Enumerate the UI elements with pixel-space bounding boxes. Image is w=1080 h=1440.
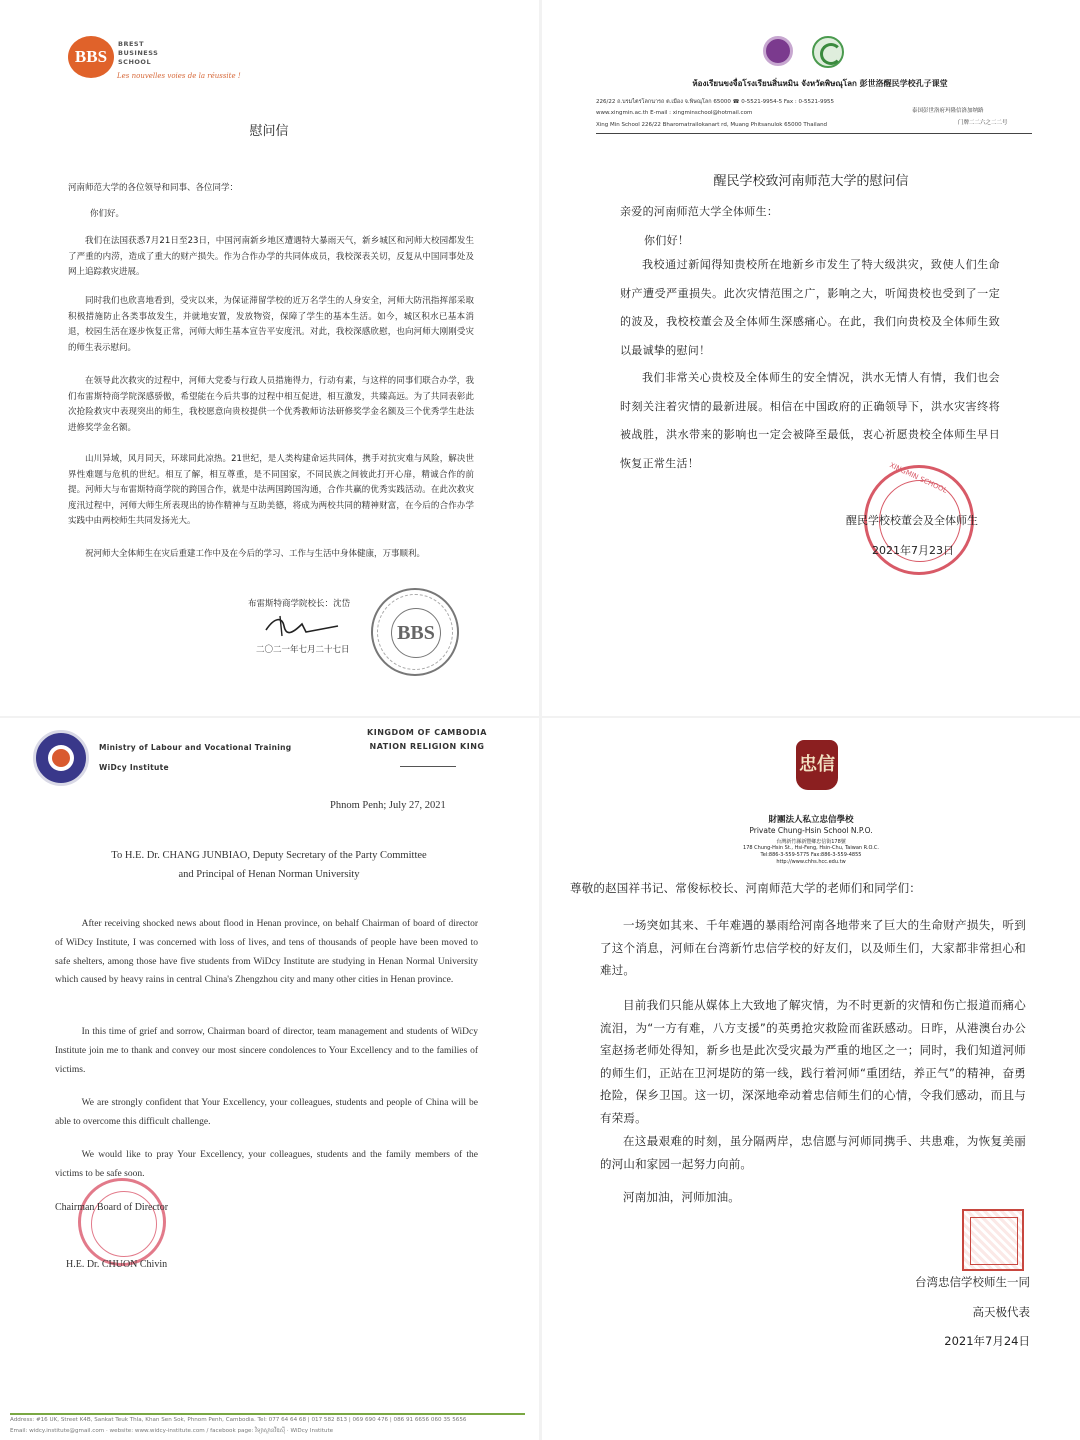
letter3-footer-contact: Email: widcy.institute@gmail.com · website: www.widcy-institute.com / facebook page: វិទ្យាស្ថានវីឌស៊ី · WiDcy Institute: [10, 1428, 334, 1434]
kingdom-header: [364, 726, 490, 754]
letter3-paragraph: We are strongly confident that Your Excellency, your colleagues, students and people of China will be able to overcome this difficult challenge.: [55, 1098, 478, 1127]
handwritten-signature: [262, 612, 342, 638]
letter2-title: 醒民学校致河南师范大学的慰问信: [713, 174, 909, 189]
school-name-zh: 財團法人私立忠信學校: [768, 815, 854, 825]
letter3-recipient: [0, 846, 538, 884]
bbs-name-line: BUSINESS: [118, 49, 159, 57]
letter1-paragraph: 在领导此次救灾的过程中，河师大党委与行政人员措施得力，行动有素，与这样的同事们联合办学，我们布雷斯特商学院深感骄傲，希望能在今后共事的过程中相互促进，相互激发，共臻高远。为了共同表彰此次抢险救灾中表现突出的师生，我校愿意向贵校提供一个优秀教师访法研修奖学金名额及三个优秀学生赴法进修奖学金名额。: [68, 376, 474, 433]
stamp-inner-ring: [91, 1191, 157, 1257]
letter2-contact-line: www.xingmin.ac.th E-mail : xingminschool@hotmail.com: [596, 110, 753, 116]
bbs-school-name: [118, 40, 178, 67]
letter1-title: 慰问信: [249, 124, 289, 139]
logo-text: 忠信: [799, 754, 835, 775]
confucius-classroom-logo-icon: [812, 36, 844, 68]
bbs-slogan: Les nouvelles voies de la réussite !: [117, 72, 241, 80]
letter2-address-line: 226/22 ถ.บรมไตรโลกนารถ ต.เมือง จ.พิษณุโลก 65000 ☎ 0-5521-9954-5 Fax : 0-5521-9955: [596, 99, 834, 105]
header-divider: [596, 133, 1032, 134]
page-divider-horizontal: [0, 716, 1080, 718]
institute-name: WiDcy Institute: [99, 763, 169, 772]
footer-divider: [10, 1413, 525, 1415]
letter4-paragraph: 河南加油，河师加油。: [623, 1190, 740, 1204]
letter4-paragraph: 目前我们只能从媒体上大致地了解灾情，为不时更新的灾情和伤亡报道而痛心流泪，为“一方有难，八方支援”的英勇抢灾救险而雀跃感动。日昨，从港澳台办公室赵扬老师处得知，新乡也是此次受灾最为严重的地区之一；同时，我们知道河师的师生们，正站在卫河堤防的第一线，践行着河师“重团结，养正气”的精神，奋勇抢险，保乡卫国。这一切，深深地牵动着忠信师生们的心情，令我们感动，而且与有荣焉。: [600, 998, 1026, 1125]
ornament-divider: [400, 760, 456, 767]
stamp-text: XINGMIN SCHOOL: [888, 461, 949, 495]
kingdom-line: KINGDOM OF CAMBODIA: [367, 728, 487, 737]
letter4-paragraph: 在这最艰难的时刻，虽分隔两岸，忠信愿与河师同携手、共患难，为恢复美丽的河山和家园一起努力向前。: [600, 1134, 1026, 1171]
stamp-logo: BBS: [391, 608, 441, 658]
xingmin-crest-icon: [763, 36, 793, 66]
letter1-paragraph: 我们在法国获悉7月21日至23日，中国河南新乡地区遭遇特大暴雨天气，新乡城区和河师大校园都发生了严重的内涝，造成了重大的财产损失。作为合作办学的共同体成员，我校深表关切，反复从中国同事处及网上追踪救灾进展。: [68, 236, 474, 277]
chung-hsin-school-logo-icon: [796, 740, 838, 790]
address-en: 178 Chung-Hsin St., Hsi-Feng, Hsin-Chu, Taiwan R.O.C.: [743, 845, 879, 851]
letter1-paragraph: 祝河师大全体师生在灾后重建工作中及在今后的学习、工作与生活中身体健康，万事顺利。: [85, 549, 426, 559]
letter2-address-zh: 门牌二二六之二二号: [958, 120, 1008, 126]
letter1-date: 二〇二一年七月二十七日: [256, 645, 350, 655]
address-zh: 台灣新竹縣新豐鄉忠信街178號: [776, 839, 846, 845]
letter3-paragraph: After receiving shocked news about flood in Henan province, on behalf Chairman of board of director of WiDcy Institute, I was concerned with loss of lives, and tens of thousands of people have been moved to safe shelters, among those have five students from WiDcy Institute are studying in Henan Normal University which caused by heavy rains in central China's Zhengzhou city and many other cities in Henan province.: [55, 919, 478, 986]
letter4-signature: 台湾忠信学校师生一同: [915, 1275, 1030, 1289]
bbs-stamp: [371, 588, 459, 676]
letter3-paragraph: We would like to pray Your Excellency, your colleagues, students and the family members of the victims to be safe soon.: [55, 1150, 478, 1179]
letter2-address-zh: 泰国彭世洛府玛隆信洛加纳路: [912, 108, 984, 114]
widcy-official-stamp: [78, 1178, 166, 1266]
letter2-salutation: 亲爱的河南师范大学全体师生：: [620, 205, 779, 218]
kingdom-motto: NATION RELIGION KING: [369, 742, 485, 751]
bbs-name-line: BREST: [118, 40, 145, 48]
letter2-greeting: 你们好！: [644, 234, 690, 247]
school-name-en: Private Chung-Hsin School N.P.O.: [749, 826, 873, 835]
letter2-address-line: Xing Min School 226/22 Bharomatrailokanart rd, Muang Phitsanulok 65000 Thailand: [596, 122, 828, 128]
bbs-logo: BBS: [68, 36, 114, 78]
letter3-signature-title: Chairman Board of Director: [55, 1202, 169, 1213]
recipient-line: and Principal of Henan Norman University: [178, 869, 360, 880]
letter2-signature: 醒民学校校董会及全体师生: [846, 514, 978, 527]
page-divider-vertical: [539, 0, 542, 1440]
letter3-paragraph: In this time of grief and sorrow, Chairman board of director, team management and students of WiDcy Institute join me to thank and convey our most sincere condolences to Your Excellency and to the families of victims.: [55, 1027, 478, 1075]
recipient-line: To H.E. Dr. CHANG JUNBIAO, Deputy Secretary of the Party Committee: [111, 850, 427, 861]
letter1-paragraph: 同时我们也欣喜地看到，受灾以来，为保证滞留学校的近万名学生的人身安全，河师大防汛指挥部采取积极措施防止各类事故发生，并就地安置，发放物资，保障了学生的基本生活。如今，城区积水已基本消退，校园生活在逐步恢复正常，河师大师生基本宣告平安度汛。对此，我校深感欣慰，也向河师大刚刚受灾的师生表示慰问。: [68, 296, 474, 353]
letter1-greeting: 你们好。: [90, 209, 125, 219]
letter2-header: ห้องเรียนขงจื่อโรงเรียนสิ่นหมิน จังหวัดพิษณุโลก 彭世洛醒民学校孔子课堂: [692, 79, 948, 88]
letter4-paragraph: 一场突如其来、千年难遇的暴雨给河南各地带来了巨大的生命财产损失，听到了这个消息，河师在台湾新竹忠信学校的好友们，以及师生们，大家都非常担心和难过。: [600, 918, 1026, 977]
letter3-signature-name: H.E. Dr. CHUON Chivin: [66, 1259, 168, 1270]
letter2-paragraph: 我校通过新闻得知贵校所在地新乡市发生了特大级洪灾，致使人们生命财产遭受严重损失。此次灾情范围之广，影响之大，听闻贵校也受到了一定的波及，我校校董会及全体师生深感痛心。在此，我们向贵校及全体师生致以最诚挚的慰问！: [620, 258, 1000, 357]
letter4-date: 2021年7月24日: [944, 1334, 1030, 1348]
letter2-paragraph: 我们非常关心贵校及全体师生的安全情况，洪水无情人有情，我们也会时刻关注着灾情的最新进展。相信在中国政府的正确领导下，洪水灾害终将被战胜，洪水带来的影响也一定会被降至最低，衷心祈愿贵校全体师生早日恢复正常生活！: [620, 371, 1000, 470]
ministry-name: Ministry of Labour and Vocational Training: [99, 743, 292, 752]
tel-fax: Tel:886-3-559-5775 Fax:886-3-559-4855: [760, 852, 862, 858]
widcy-institute-logo-icon: [33, 730, 89, 786]
bbs-name-line: SCHOOL: [118, 58, 152, 66]
letter4-representative: 高天极代表: [972, 1305, 1030, 1319]
letter3-date: Phnom Penh; July 27, 2021: [330, 800, 446, 811]
letter1-signature-line: 布雷斯特商学院校长：沈岱: [248, 599, 351, 609]
website: http://www.chhs.hcc.edu.tw: [776, 859, 846, 865]
letter1-paragraph: 山川异域，风月同天，环球同此凉热。21世纪，是人类构建命运共同体，携手对抗灾难与风险，解决世界性难题与危机的世纪。相互了解，相互尊重，是不同国家，不同民族之间彼此打开心扉，精诚合作的前提。河师大与布雷斯特商学院的跨国合作，就是中法两国跨国沟通，合作共赢的优秀实践活动。在此次救灾度汛过程中，河师大师生所表现出的协作精神与互助美德，将成为两校共同的精神财富，在今后的合作办学实践中由两校师生共同发扬光大。: [68, 454, 474, 526]
letter1-salutation: 河南师范大学的各位领导和同事、各位同学：: [68, 183, 239, 193]
chung-hsin-seal-stamp: [962, 1209, 1024, 1271]
letter2-date: 2021年7月23日: [872, 544, 954, 557]
letter3-footer-address: Address: #16 UK, Street K4B, Sankat Teuk Thla, Khan Sen Sok, Phnom Penh, Cambodia. Tel: 077 64 64 68 | 017 582 813 | 069 690 476 | 086 91 6656 060 35 5656: [10, 1417, 467, 1423]
letter4-salutation: 尊敬的赵国祥书记、常俊标校长、河南师范大学的老师们和同学们：: [570, 881, 921, 895]
